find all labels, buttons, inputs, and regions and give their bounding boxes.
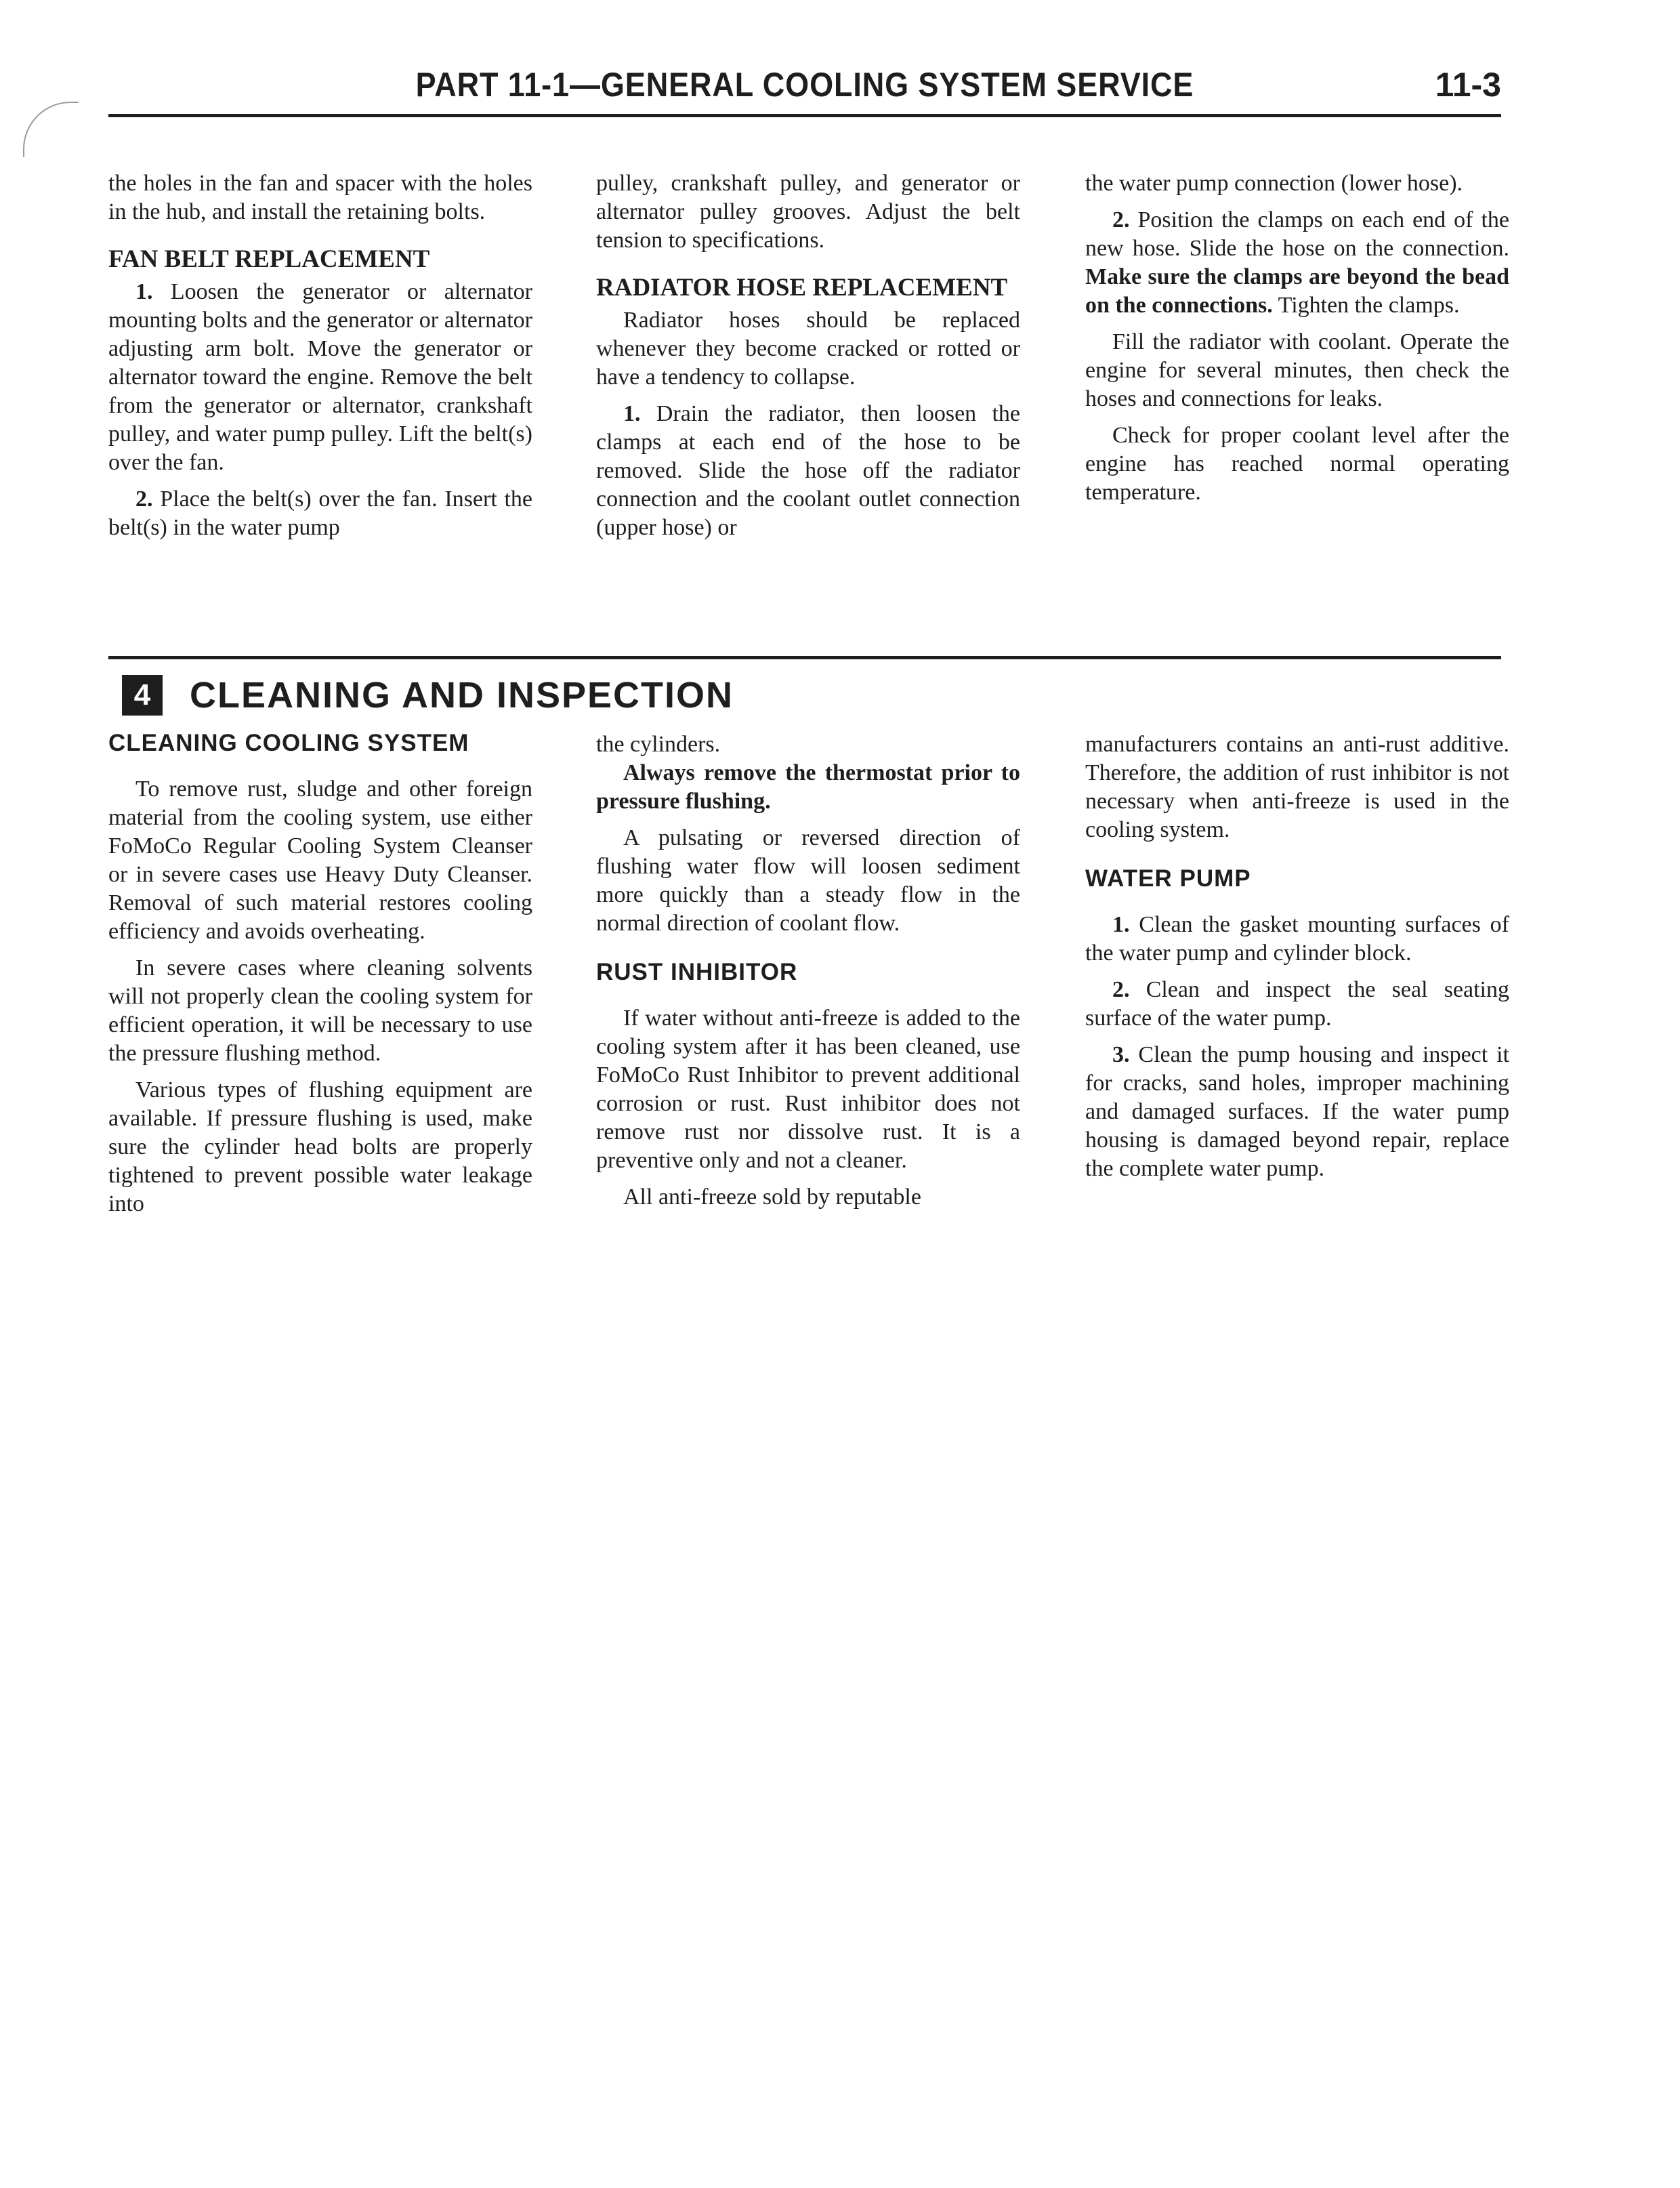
heading-radiator-hose-replacement: RADIATOR HOSE REPLACEMENT: [596, 274, 1008, 302]
step-text: Clean and inspect the seal seating surface of the water pump.: [1085, 977, 1510, 1031]
step-warning: Make sure the clamps are beyond the bead on the connections.: [1085, 264, 1509, 318]
step-text: Loosen the generator or alternator mounting bolts and the generator or alternator adjusting arm bolt. Move the generator or alternator toward the engine. Remove the belt from the generator or alternator, crankshaft pulley, and water pump pulley. Lift the belt(s) over the fan.: [108, 279, 532, 475]
step-number: 3.: [1112, 1042, 1130, 1067]
paragraph: In severe cases where cleaning solvents will not properly clean the cooling system for efficient operation, it will be necessary to use the pressure flushing method.: [108, 955, 532, 1066]
heading-fan-belt-replacement: FAN BELT REPLACEMENT: [108, 245, 430, 273]
page-header: [108, 65, 1501, 117]
step-2: [1085, 976, 1509, 1033]
step-number: 2.: [1112, 977, 1130, 1002]
step-1: [108, 278, 532, 477]
page-number: 11-3: [1435, 66, 1501, 104]
step-3: [1085, 1041, 1509, 1183]
paragraph: the holes in the fan and spacer with the holes in the hub, and install the retaining bolts.: [108, 171, 532, 224]
step-text: Place the belt(s) over the fan. Insert the belt(s) in the water pump: [108, 487, 533, 540]
heading-rust-inhibitor: RUST INHIBITOR: [596, 959, 798, 985]
paragraph: A pulsating or reversed direction of flushing water flow will loosen sediment more quickly than a steady flow in the normal direction of coolant flow.: [596, 825, 1020, 936]
top-column-3: [1085, 169, 1509, 515]
step-text: Position the clamps on each end of the new hose. Slide the hose on the connection.: [1085, 207, 1510, 261]
paragraph: Check for proper coolant level after the engine has reached normal operating temperature.: [1085, 423, 1509, 505]
step-2: [108, 485, 532, 542]
paragraph: the cylinders.: [596, 732, 721, 757]
step-text: Tighten the clamps.: [1278, 293, 1460, 318]
top-column-1: [108, 169, 532, 550]
step-number: 2.: [135, 487, 153, 512]
paragraph: Various types of flushing equipment are available. If pressure flushing is used, make sure the cylinder head bolts are properly tightened to prevent possible water leakage into: [108, 1077, 532, 1216]
heading-water-pump: WATER PUMP: [1085, 865, 1251, 892]
step-text: Drain the radiator, then loosen the clamps at each end of the hose to be removed. Slide the hose off the radiator connection and the coolant outlet connection (upper hose) or: [596, 401, 1020, 540]
section-number-badge: 4: [122, 675, 163, 716]
header-title: PART 11-1—GENERAL COOLING SYSTEM SERVICE: [415, 66, 1194, 104]
top-column-2: [596, 169, 1020, 550]
section-divider: [108, 656, 1501, 659]
paragraph: All anti-freeze sold by reputable: [623, 1184, 921, 1210]
step-text: Clean the pump housing and inspect it for cracks, sand holes, improper machining and damaged surfaces. If the water pump housing is damaged beyond repair, replace the complete water pump.: [1085, 1042, 1509, 1181]
paragraph: To remove rust, sludge and other foreign material from the cooling system, use either FoMoCo Regular Cooling System Cleanser or in severe cases use Heavy Duty Cleanser. Removal of such material restores cooling efficiency and avoids overheating.: [108, 777, 532, 944]
paragraph: the water pump connection (lower hose).: [1085, 171, 1463, 196]
paragraph: pulley, crankshaft pulley, and generator or alternator pulley grooves. Adjust the belt tension to specifications.: [596, 171, 1020, 253]
section-title: CLEANING AND INSPECTION: [190, 675, 734, 716]
step-text: Clean the gasket mounting surfaces of the water pump and cylinder block.: [1085, 912, 1509, 966]
step-2: [1085, 206, 1509, 320]
bottom-column-2: [596, 730, 1020, 1220]
paragraph: If water without anti-freeze is added to the cooling system after it has been cleaned, use FoMoCo Rust Inhibitor to prevent additional corrosion or rust. Rust inhibitor does not remove rust nor dissolve rust. It is a preventive only and not a cleaner.: [596, 1006, 1020, 1173]
step-1: [1085, 911, 1509, 968]
paragraph: Radiator hoses should be replaced whenever they become cracked or rotted or have a tendency to collapse.: [596, 308, 1020, 390]
bottom-column-3: [1085, 730, 1509, 1191]
step-1: [596, 400, 1020, 542]
bottom-column-1: [108, 713, 532, 1226]
step-number: 1.: [623, 401, 641, 426]
warning-paragraph: Always remove the thermostat prior to pressure flushing.: [596, 760, 1020, 814]
heading-cleaning-cooling-system: CLEANING COOLING SYSTEM: [108, 730, 469, 756]
step-number: 2.: [1112, 207, 1130, 232]
paragraph: Fill the radiator with coolant. Operate the engine for several minutes, then check the hoses and connections for leaks.: [1085, 329, 1509, 411]
page-corner-mark: [23, 102, 79, 157]
step-number: 1.: [135, 279, 153, 304]
paragraph: manufacturers contains an anti-rust additive. Therefore, the addition of rust inhibitor is not necessary when anti-freeze is used in the cooling system.: [1085, 732, 1509, 842]
step-number: 1.: [1112, 912, 1130, 937]
